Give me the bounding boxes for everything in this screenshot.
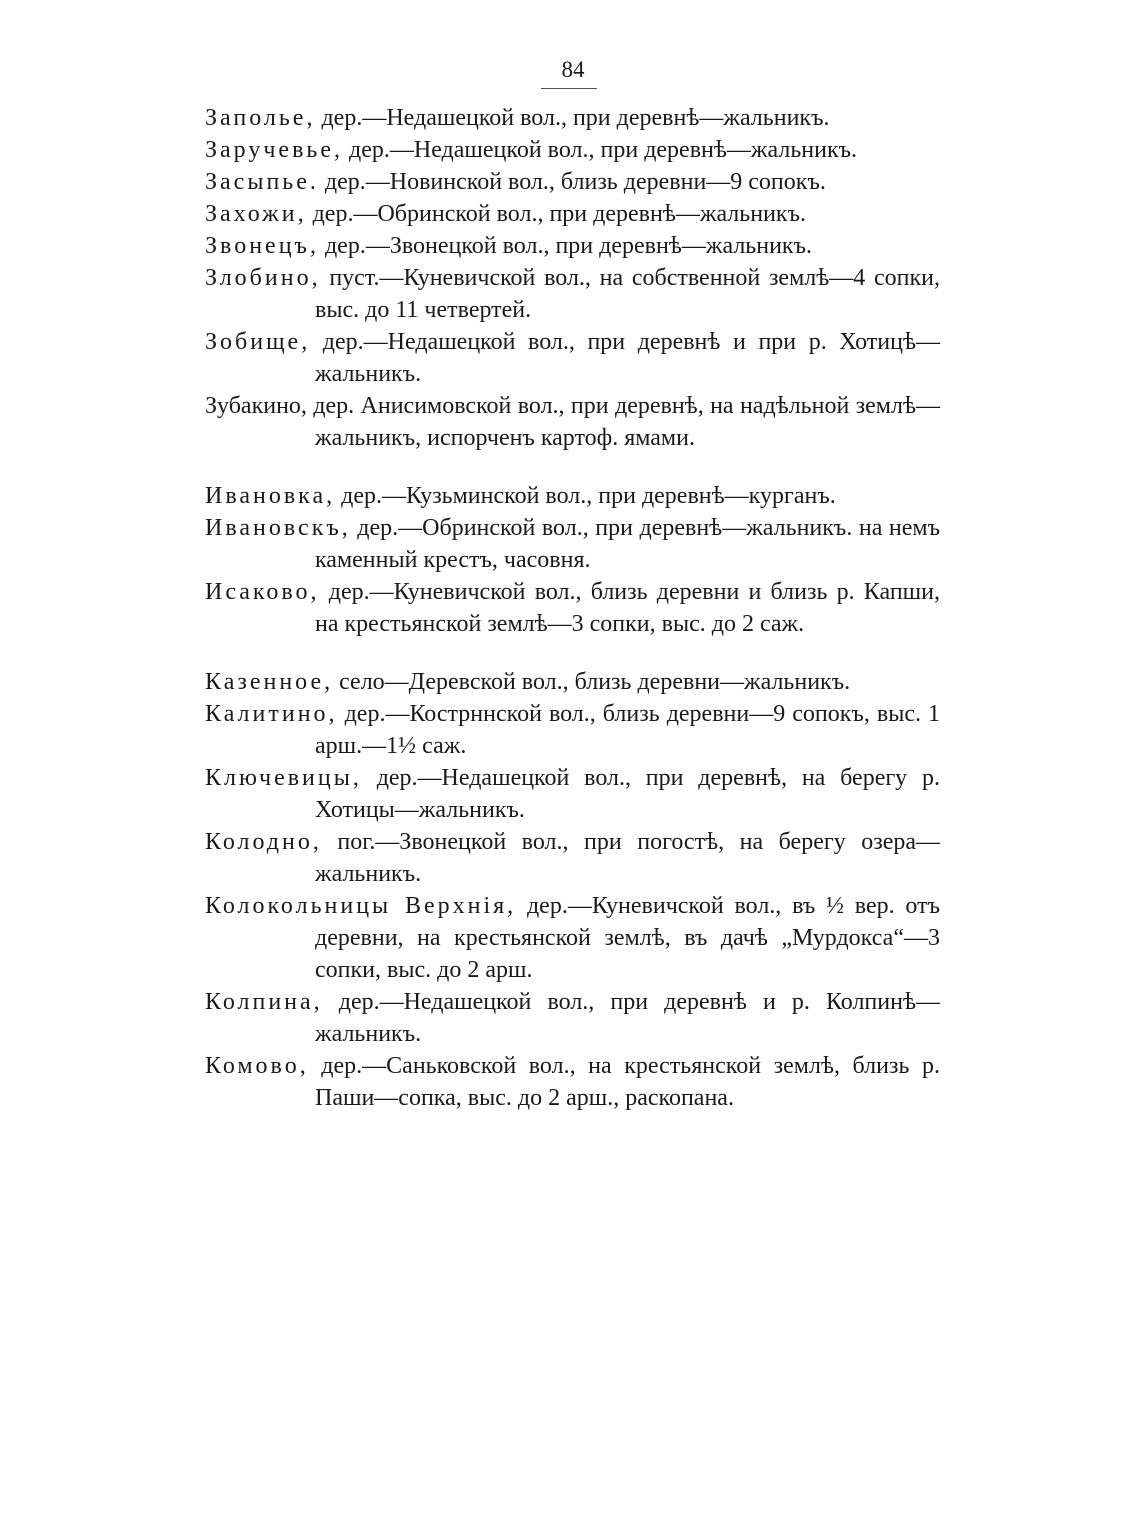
entry-name: Звонецъ, <box>205 233 319 259</box>
entry-text: дер. Анисимовской вол., при деревнѣ, на надѣльной землѣ—жальникъ, испорченъ картоф. ямами. <box>306 393 940 451</box>
entry-text: дер.—Недашецкой вол., при деревнѣ—жальникъ. <box>315 105 830 131</box>
entry <box>205 102 940 134</box>
entry <box>205 762 940 826</box>
entry-name: Колпина, <box>205 989 323 1015</box>
entry <box>205 230 940 262</box>
entry-name: Злобино, <box>205 265 321 291</box>
entry <box>205 986 940 1050</box>
entry-name: Ивановка, <box>205 483 336 509</box>
page-number: 84 <box>561 57 585 82</box>
entry <box>205 166 940 198</box>
entry-text: дер.—Кузьминской вол., при деревнѣ—курганъ. <box>335 483 836 509</box>
entry <box>205 326 940 390</box>
entry-name: Зобище, <box>205 329 311 355</box>
entry <box>205 480 940 512</box>
entry-name: Зубакино, <box>205 393 307 419</box>
entry-name: Исаково, <box>205 579 320 605</box>
entry <box>205 262 940 326</box>
entry-text: дер.—Обринской вол., при деревнѣ—жальникъ. на немъ каменный крестъ, часовня. <box>315 515 940 573</box>
entry <box>205 826 940 890</box>
entry-text: дер.—Саньковской вол., на крестьянской землѣ, близь р. Паши—сопка, выс. до 2 арш., раскопана. <box>308 1053 940 1111</box>
entry-text: пог.—Звонецкой вол., при погостѣ, на берегу озера—жальникъ. <box>315 829 940 887</box>
entry-text: дер.—Куневичской вол., близь деревни и близь р. Капши, на крестьянской землѣ—3 сопки, выс. до 2 саж. <box>315 579 940 637</box>
entry <box>205 666 940 698</box>
entry-text: дер.—Кострннской вол., близь деревни—9 сопокъ, выс. 1 арш.—1½ саж. <box>315 701 940 759</box>
entry <box>205 512 940 576</box>
page-number-rule <box>541 88 597 89</box>
entry-text: пуст.—Куневичской вол., на собственной землѣ—4 сопки, выс. до 11 четвертей. <box>315 265 940 323</box>
entry <box>205 1050 940 1114</box>
entry-name: Засыпье. <box>205 169 319 195</box>
entry-name: Калитино, <box>205 701 338 727</box>
entry-name: Ивановскъ, <box>205 515 351 541</box>
entry-name: Захожи, <box>205 201 307 227</box>
entry <box>205 134 940 166</box>
gazetteer-entries <box>205 102 940 1114</box>
entry-text: дер.—Новинской вол., близь деревни—9 сопокъ. <box>318 169 826 195</box>
entry-name: Заполье, <box>205 105 316 131</box>
entry <box>205 576 940 640</box>
entry-name: Заручевье, <box>205 137 344 163</box>
entry-name: Ключевицы, <box>205 765 362 791</box>
entry-name: Колодно, <box>205 829 322 855</box>
entry <box>205 890 940 986</box>
entry-text: дер.—Обринской вол., при деревнѣ—жальникъ. <box>306 201 806 227</box>
entry-name: Комово, <box>205 1053 309 1079</box>
entry <box>205 390 940 454</box>
entry-text: дер.—Недашецкой вол., при деревнѣ и р. Колпинѣ—жальникъ. <box>315 989 940 1047</box>
entry-text: дер.—Недашецкой вол., при деревнѣ, на берегу р. Хотицы—жальникъ. <box>315 765 940 823</box>
entry-text: дер.—Звонецкой вол., при деревнѣ—жальникъ. <box>318 233 812 259</box>
entry-text: село—Деревской вол., близь деревни—жальникъ. <box>333 669 851 695</box>
entry <box>205 698 940 762</box>
entry-text: дер.—Куневичской вол., въ ½ вер. отъ деревни, на крестьянской землѣ, въ дачѣ „Мурдокса“—3 сопки, выс. до 2 арш. <box>315 893 940 983</box>
entry-name: Колокольницы Верхнія, <box>205 893 517 919</box>
entry-name: Казенное, <box>205 669 334 695</box>
entry-text: дер.—Недашецкой вол., при деревнѣ и при р. Хотицѣ—жальникъ. <box>310 329 940 387</box>
entry <box>205 198 940 230</box>
entry-text: дер.—Недашецкой вол., при деревнѣ—жальникъ. <box>343 137 858 163</box>
